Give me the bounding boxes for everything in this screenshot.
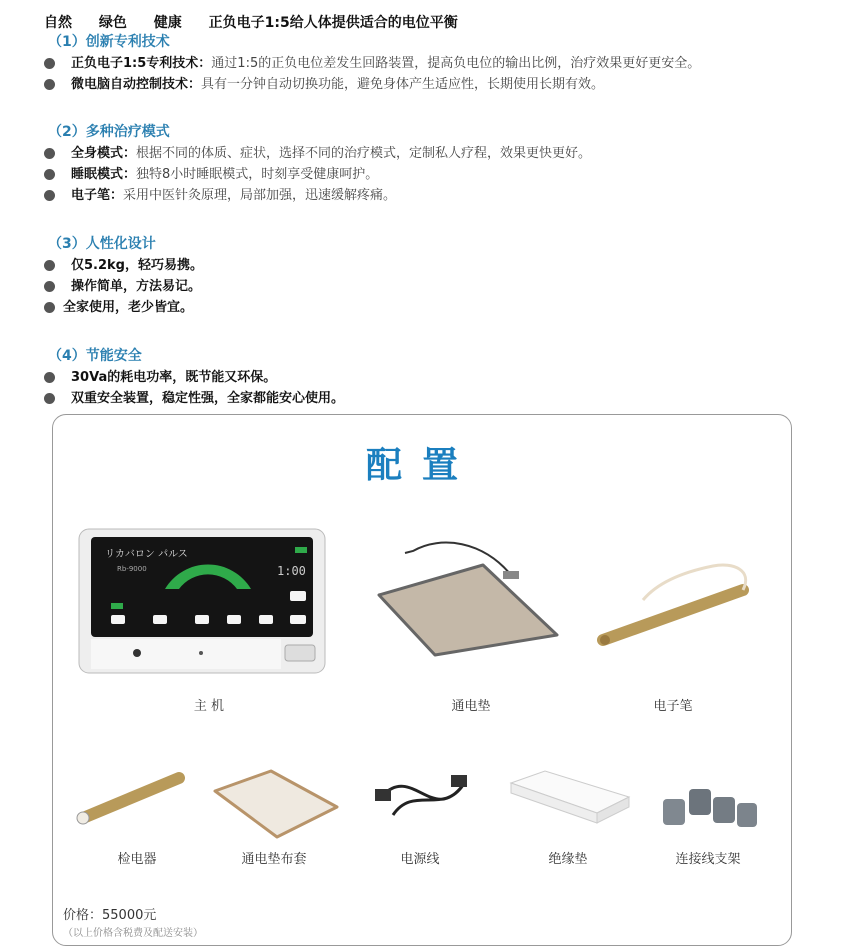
config-panel: [52, 414, 792, 946]
config-title: 配置: [365, 445, 478, 486]
product-label-electric-pad: 通电垫: [451, 699, 491, 714]
section-title: （3）人性化设计: [48, 236, 156, 252]
item-text: 双重安全装置，稳定性强，全家都能安心使用。: [71, 391, 345, 406]
item-desc: 采用中医针灸原理，局部加强，迅速缓解疼痛。: [123, 188, 397, 203]
section-patent: [44, 32, 700, 95]
product-label-electronic-pen: 电子笔: [653, 699, 693, 714]
section-safety: [44, 346, 344, 409]
item-text: 全家使用，老少皆宜。: [63, 300, 194, 315]
headline-green: 绿色: [98, 15, 127, 31]
price: 价格：55000元: [63, 908, 157, 923]
headline-health: 健康: [153, 15, 182, 31]
cable-holder-icon: [653, 781, 763, 833]
item-text: 仅5.2kg，轻巧易携。: [71, 258, 203, 273]
item-term: 睡眠模式：: [71, 167, 137, 182]
main-unit-icon: [77, 527, 327, 675]
item-text: 30Va的耗电功率，既节能又环保。: [71, 370, 277, 385]
list-item: [44, 53, 700, 74]
section-title: （4）节能安全: [48, 348, 142, 364]
list-item: [44, 185, 591, 206]
item-term: 全身模式：: [71, 146, 137, 161]
price-note: （以上价格含税费及配送安装）: [63, 928, 203, 939]
list-item: [44, 164, 591, 185]
list-item: [44, 74, 700, 95]
product-label-insulation-pad: 绝缘垫: [548, 852, 588, 867]
item-desc: 具有一分钟自动切换功能，避免身体产生适应性，长期使用长期有效。: [201, 77, 605, 92]
bullet-icon: [44, 260, 55, 271]
section-design: [44, 234, 203, 318]
headline: [44, 12, 480, 32]
bullet-icon: [44, 393, 55, 404]
headline-slogan: 正负电子1:5给人体提供适合的电位平衡: [208, 15, 458, 31]
item-desc: 独特8小时睡眠模式，时刻享受健康呵护。: [136, 167, 379, 182]
product-label-tester: 检电器: [117, 852, 157, 867]
item-term: 微电脑自动控制技术：: [71, 77, 202, 92]
list-item: [44, 388, 344, 409]
bullet-icon: [44, 148, 55, 159]
bullet-icon: [44, 281, 55, 292]
device-display: 1:00: [277, 564, 306, 578]
bullet-icon: [44, 79, 55, 90]
item-term: 正负电子1:5专利技术：: [71, 56, 212, 71]
section-title: （2）多种治疗模式: [48, 124, 170, 140]
power-cord-icon: [373, 765, 473, 829]
device-brand: リカバロン パルス: [105, 549, 188, 560]
item-desc: 根据不同的体质、症状，选择不同的治疗模式，定制私人疗程，效果更快更好。: [136, 146, 592, 161]
electric-pad-icon: [371, 531, 563, 659]
list-item: [44, 255, 203, 276]
list-item: [44, 367, 344, 388]
product-label-cable-holder: 连接线支架: [675, 852, 741, 867]
insulation-pad-icon: [505, 767, 635, 827]
section-modes: [44, 122, 591, 206]
product-label-power-cord: 电源线: [400, 852, 440, 867]
list-item: [44, 143, 591, 164]
tester-icon: [73, 770, 185, 828]
bullet-icon: [44, 190, 55, 201]
bullet-icon: [44, 169, 55, 180]
device-model: Rb-9000: [117, 565, 147, 573]
list-item: [44, 297, 203, 318]
item-desc: 通过1:5的正负电位差发生回路装置，提高负电位的输出比例，治疗效果更好更安全。: [211, 56, 701, 71]
product-label-main-unit: 主 机: [193, 699, 225, 714]
list-item: [44, 276, 203, 297]
item-text: 操作简单，方法易记。: [71, 279, 202, 294]
product-label-pad-cover: 通电垫布套: [241, 852, 307, 867]
bullet-icon: [44, 372, 55, 383]
bullet-icon: [44, 58, 55, 69]
section-title: （1）创新专利技术: [48, 34, 170, 50]
electronic-pen-icon: [593, 560, 763, 655]
headline-natural: 自然: [44, 15, 72, 31]
bullet-icon: [44, 302, 55, 313]
pad-cover-icon: [211, 765, 341, 839]
item-term: 电子笔：: [71, 188, 124, 203]
